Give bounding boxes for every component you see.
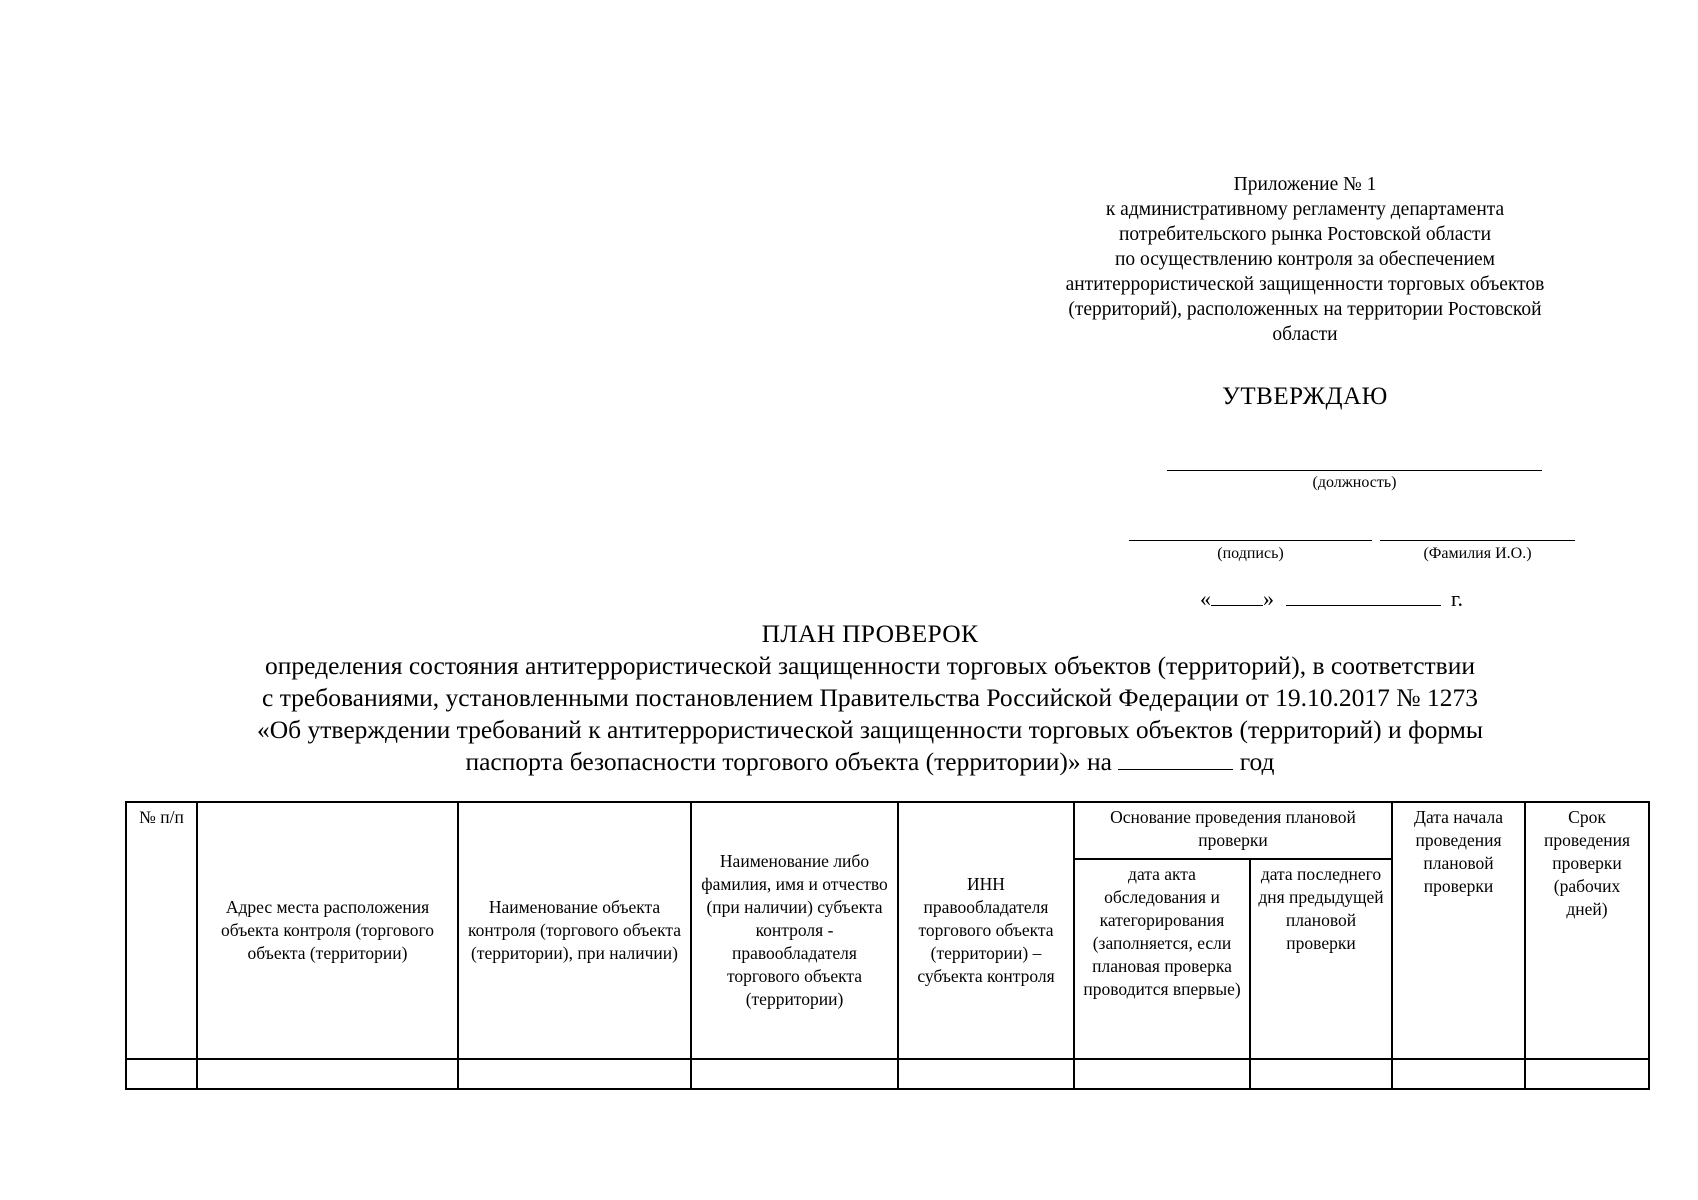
table-cell[interactable] (898, 1059, 1074, 1089)
date-open-quote: « (1200, 586, 1211, 611)
appendix-line: к административному регламенту департамента (1105, 199, 1505, 220)
header-num: № п/п (126, 802, 197, 1059)
appendix-line: по осуществлению контроля за обеспечением (1114, 249, 1496, 270)
header-basis-last-check: дата последнего дня предыдущей плановой проверки (1250, 859, 1392, 1059)
table-row (126, 1059, 1649, 1089)
plan-title-line-last (160, 746, 1580, 778)
date-day-blank (1211, 585, 1263, 606)
plan-title-line: «Об утверждении требований к антитеррористической защищенности торговых объектов (территорий) и формы (257, 715, 1483, 744)
name-caption: (Фамилия И.О.) (1423, 545, 1532, 562)
appendix-line: антитеррористической защищенности торговых объектов (1065, 274, 1545, 295)
plan-title-line4-prefix: паспорта безопасности торгового объекта (территории)» на (465, 747, 1112, 776)
approval-date (1200, 585, 1500, 612)
table-cell[interactable] (691, 1059, 898, 1089)
year-blank (1118, 747, 1233, 770)
header-basis: Основание проведения плановой проверки (1074, 802, 1392, 859)
signature-caption: (подпись) (1217, 545, 1284, 562)
signature-blank-line (1129, 540, 1372, 541)
date-close-quote: » (1263, 586, 1274, 611)
header-basis-act-date: дата акта обследования и категорирования (заполняется, если плановая проверка проводится впервые) (1074, 859, 1250, 1059)
plan-title-line4-suffix: год (1239, 747, 1275, 776)
header-address: Адрес места расположения объекта контроля (торгового объекта (территории) (197, 802, 458, 1059)
header-duration: Срок проведения проверки (рабочих дней) (1525, 802, 1649, 1059)
table-cell[interactable] (197, 1059, 458, 1089)
inspection-plan-table (125, 801, 1650, 1090)
table-cell[interactable] (1250, 1059, 1392, 1089)
table-cell[interactable] (458, 1059, 691, 1089)
position-blank-line (1167, 470, 1542, 471)
table-cell[interactable] (1525, 1059, 1649, 1089)
header-object-name: Наименование объекта контроля (торгового объекта (территории), при наличии) (458, 802, 691, 1059)
appendix-line: Приложение № 1 (1233, 174, 1377, 195)
table-cell[interactable] (126, 1059, 197, 1089)
date-year-suffix: г. (1451, 586, 1464, 611)
table-cell[interactable] (1392, 1059, 1525, 1089)
plan-title-line: с требованиями, установленными постановлением Правительства Российской Федерации от 19.10.2017 № 1273 (262, 683, 1478, 712)
table-cell[interactable] (1074, 1059, 1250, 1089)
approval-heading: УТВЕРЖДАЮ (1222, 383, 1388, 410)
plan-title-main: ПЛАН ПРОВЕРОК (761, 619, 979, 648)
appendix-line: потребительского рынка Ростовской области (1118, 224, 1491, 245)
date-month-blank (1286, 585, 1441, 606)
header-subject-name: Наименование либо фамилия, имя и отчество (при наличии) субъекта контроля - правообладателя торгового объекта (территории) (691, 802, 898, 1059)
plan-title (160, 618, 1580, 778)
header-start-date: Дата начала проведения плановой проверки (1392, 802, 1525, 1059)
appendix-line: (территорий), расположенных на территории Ростовской (1068, 299, 1542, 320)
header-inn: ИНН правообладателя торгового объекта (территории) – субъекта контроля (898, 802, 1074, 1059)
appendix-line: области (1272, 324, 1338, 345)
appendix-header (1010, 172, 1600, 347)
name-blank-line (1380, 540, 1575, 541)
position-caption: (должность) (1312, 474, 1397, 491)
plan-title-line: определения состояния антитеррористической защищенности торговых объектов (территорий), в соответствии (264, 651, 1476, 680)
